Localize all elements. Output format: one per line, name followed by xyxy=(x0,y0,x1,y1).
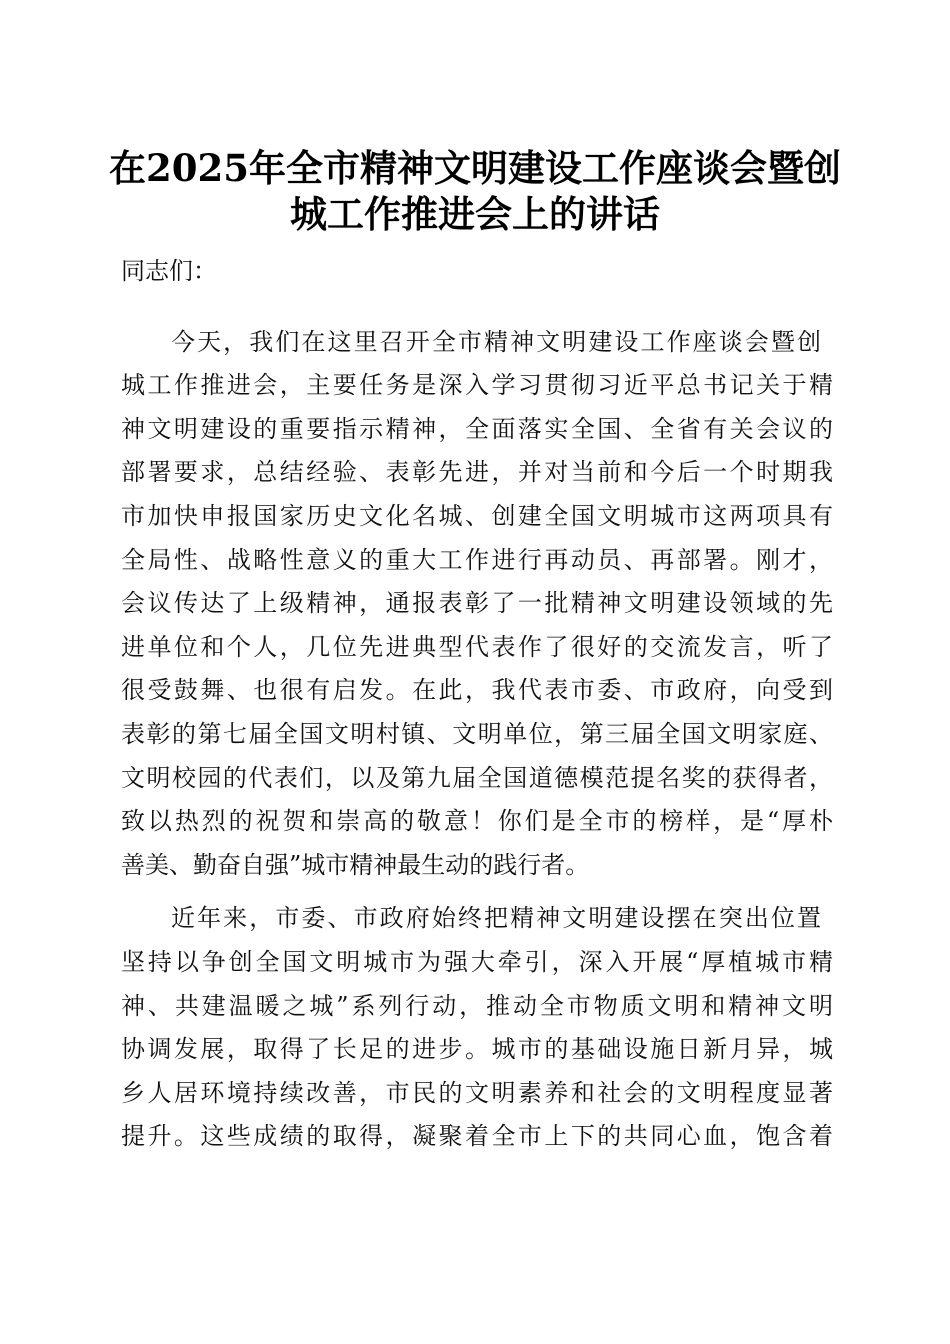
paragraph-1-line: 神文明建设的重要指示精神，全面落实全国、全省有关会议的 xyxy=(121,415,833,443)
paragraph-1-line: 表彰的第七届全国文明村镇、文明单位，第三届全国文明家庭、 xyxy=(121,720,833,748)
paragraph-1-line: 部署要求，总结经验、表彰先进，并对当前和今后一个时期我 xyxy=(121,458,833,486)
paragraph-1-line: 全局性、战略性意义的重大工作进行再动员、再部署。刚才， xyxy=(121,546,833,574)
paragraph-2-line: 神、共建温暖之城”系列行动，推动全市物质文明和精神文明 xyxy=(121,992,833,1020)
salutation: 同志们： xyxy=(121,257,217,285)
paragraph-1-line: 城工作推进会，主要任务是深入学习贯彻习近平总书记关于精 xyxy=(121,371,833,399)
paragraph-2-line: 提升。这些成绩的取得，凝聚着全市上下的共同心血，饱含着 xyxy=(121,1122,833,1150)
paragraph-1-line: 会议传达了上级精神，通报表彰了一批精神文明建设领域的先 xyxy=(121,589,833,617)
paragraph-2-line: 乡人居环境持续改善，市民的文明素养和社会的文明程度显著 xyxy=(121,1079,833,1107)
paragraph-2-line: 协调发展，取得了长足的进步。城市的基础设施日新月异，城 xyxy=(121,1035,833,1063)
paragraph-1-line: 市加快申报国家历史文化名城、创建全国文明城市这两项具有 xyxy=(121,502,833,530)
paragraph-1-line: 善美、勤奋自强”城市精神最生动的践行者。 xyxy=(121,851,590,879)
paragraph-2-line: 近年来，市委、市政府始终把精神文明建设摆在突出位置 xyxy=(171,904,821,932)
paragraph-2-line: 坚持以争创全国文明城市为强大牵引，深入开展“厚植城市精 xyxy=(121,948,833,976)
document-title-line-2: 城工作推进会上的讲话 xyxy=(290,192,660,236)
paragraph-1-line: 进单位和个人，几位先进典型代表作了很好的交流发言，听了 xyxy=(121,633,833,661)
paragraph-1-line: 文明校园的代表们，以及第九届全国道德模范提名奖的获得者， xyxy=(121,764,833,792)
document-title-line-1: 在2025年全市精神文明建设工作座谈会暨创 xyxy=(109,146,841,190)
paragraph-1-line: 今天，我们在这里召开全市精神文明建设工作座谈会暨创 xyxy=(171,328,821,356)
paragraph-1-line: 致以热烈的祝贺和崇高的敬意！你们是全市的榜样，是“厚朴 xyxy=(121,807,833,835)
paragraph-1-line: 很受鼓舞、也很有启发。在此，我代表市委、市政府，向受到 xyxy=(121,676,833,704)
